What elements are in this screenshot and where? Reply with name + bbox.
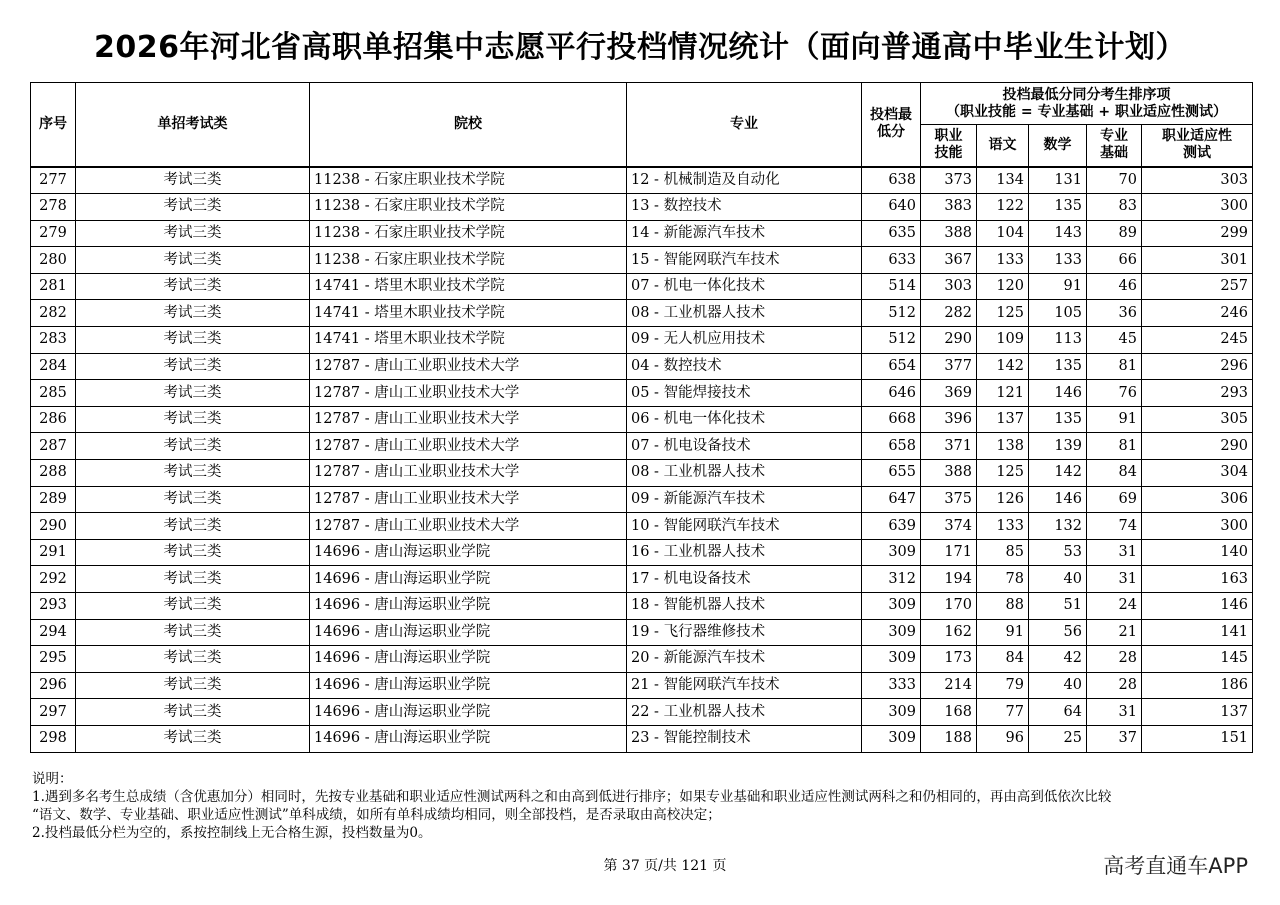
cell-major: 21 - 智能网联汽车技术 <box>627 672 862 699</box>
cell-school: 14696 - 唐山海运职业学院 <box>310 593 627 620</box>
cell-major: 07 - 机电一体化技术 <box>627 273 862 300</box>
cell-major: 07 - 机电设备技术 <box>627 433 862 460</box>
table-row <box>31 433 1253 460</box>
cell-basic: 89 <box>1087 220 1142 247</box>
notes-line-1: 1.遇到多名考生总成绩（含优惠加分）相同时，先按专业基础和职业适应性测试两科之和由高到低进行排序；如果专业基础和职业适应性测试两科之和仍相同的，再由高到低依次比较 <box>32 789 1112 805</box>
table-row <box>31 539 1253 566</box>
table-row <box>31 327 1253 354</box>
cell-math: 25 <box>1029 725 1087 752</box>
notes <box>32 770 1257 842</box>
cell-school: 14696 - 唐山海运职业学院 <box>310 672 627 699</box>
cell-school: 14696 - 唐山海运职业学院 <box>310 539 627 566</box>
cell-aptitude: 300 <box>1142 513 1253 540</box>
cell-min-score: 646 <box>862 380 921 407</box>
cell-basic: 69 <box>1087 486 1142 513</box>
cell-min-score: 312 <box>862 566 921 593</box>
table-row <box>31 725 1253 752</box>
cell-chinese: 125 <box>977 460 1029 487</box>
page-number: 第 37 页/共 121 页 <box>603 858 727 874</box>
page-title: 2026年河北省高职单招集中志愿平行投档情况统计（面向普通高中毕业生计划） <box>94 30 1186 65</box>
table-row <box>31 486 1253 513</box>
cell-math: 91 <box>1029 273 1087 300</box>
cell-exam-type: 考试三类 <box>76 406 310 433</box>
table-row <box>31 619 1253 646</box>
cell-aptitude: 186 <box>1142 672 1253 699</box>
cell-chinese: 126 <box>977 486 1029 513</box>
cell-math: 135 <box>1029 194 1087 221</box>
cell-seq: 292 <box>31 566 76 593</box>
cell-aptitude: 140 <box>1142 539 1253 566</box>
header-major: 专业 <box>627 83 862 167</box>
cell-school: 14696 - 唐山海运职业学院 <box>310 699 627 726</box>
cell-skill: 396 <box>921 406 977 433</box>
cell-exam-type: 考试三类 <box>76 672 310 699</box>
cell-skill: 173 <box>921 646 977 673</box>
cell-seq: 287 <box>31 433 76 460</box>
cell-major: 17 - 机电设备技术 <box>627 566 862 593</box>
cell-skill: 214 <box>921 672 977 699</box>
cell-chinese: 121 <box>977 380 1029 407</box>
cell-skill: 373 <box>921 167 977 194</box>
cell-skill: 374 <box>921 513 977 540</box>
cell-aptitude: 146 <box>1142 593 1253 620</box>
cell-school: 12787 - 唐山工业职业技术大学 <box>310 486 627 513</box>
cell-chinese: 120 <box>977 273 1029 300</box>
cell-chinese: 133 <box>977 513 1029 540</box>
cell-basic: 84 <box>1087 460 1142 487</box>
cell-skill: 170 <box>921 593 977 620</box>
cell-basic: 81 <box>1087 433 1142 460</box>
cell-skill: 383 <box>921 194 977 221</box>
cell-school: 14741 - 塔里木职业技术学院 <box>310 300 627 327</box>
cell-seq: 293 <box>31 593 76 620</box>
cell-aptitude: 163 <box>1142 566 1253 593</box>
table-row <box>31 672 1253 699</box>
cell-min-score: 512 <box>862 327 921 354</box>
cell-basic: 31 <box>1087 566 1142 593</box>
cell-exam-type: 考试三类 <box>76 593 310 620</box>
cell-min-score: 633 <box>862 247 921 274</box>
cell-basic: 74 <box>1087 513 1142 540</box>
cell-aptitude: 304 <box>1142 460 1253 487</box>
cell-chinese: 85 <box>977 539 1029 566</box>
cell-aptitude: 306 <box>1142 486 1253 513</box>
cell-math: 105 <box>1029 300 1087 327</box>
cell-math: 142 <box>1029 460 1087 487</box>
cell-seq: 298 <box>31 725 76 752</box>
cell-school: 12787 - 唐山工业职业技术大学 <box>310 513 627 540</box>
cell-seq: 284 <box>31 353 76 380</box>
header-rank-group-title: 投档最低分同分考生排序项 <box>1002 86 1171 103</box>
header-min-score: 投档最低分 <box>862 83 921 167</box>
cell-school: 14696 - 唐山海运职业学院 <box>310 725 627 752</box>
cell-chinese: 137 <box>977 406 1029 433</box>
cell-math: 56 <box>1029 619 1087 646</box>
cell-school: 12787 - 唐山工业职业技术大学 <box>310 460 627 487</box>
cell-chinese: 79 <box>977 672 1029 699</box>
cell-math: 64 <box>1029 699 1087 726</box>
cell-skill: 375 <box>921 486 977 513</box>
cell-basic: 81 <box>1087 353 1142 380</box>
cell-major: 20 - 新能源汽车技术 <box>627 646 862 673</box>
cell-math: 42 <box>1029 646 1087 673</box>
table-row <box>31 699 1253 726</box>
cell-min-score: 309 <box>862 539 921 566</box>
cell-exam-type: 考试三类 <box>76 725 310 752</box>
cell-exam-type: 考试三类 <box>76 353 310 380</box>
cell-major: 10 - 智能网联汽车技术 <box>627 513 862 540</box>
cell-basic: 37 <box>1087 725 1142 752</box>
cell-exam-type: 考试三类 <box>76 646 310 673</box>
notes-line-3: 2.投档最低分栏为空的，系按控制线上无合格生源，投档数量为0。 <box>32 825 432 841</box>
cell-seq: 294 <box>31 619 76 646</box>
cell-seq: 286 <box>31 406 76 433</box>
table-row <box>31 646 1253 673</box>
cell-seq: 291 <box>31 539 76 566</box>
cell-chinese: 84 <box>977 646 1029 673</box>
cell-exam-type: 考试三类 <box>76 194 310 221</box>
cell-major: 23 - 智能控制技术 <box>627 725 862 752</box>
table-row <box>31 513 1253 540</box>
cell-major: 12 - 机械制造及自动化 <box>627 167 862 194</box>
cell-exam-type: 考试三类 <box>76 247 310 274</box>
cell-exam-type: 考试三类 <box>76 566 310 593</box>
table-row <box>31 194 1253 221</box>
header-rank-group <box>921 83 1253 125</box>
cell-aptitude: 290 <box>1142 433 1253 460</box>
cell-school: 14741 - 塔里木职业技术学院 <box>310 273 627 300</box>
cell-seq: 278 <box>31 194 76 221</box>
cell-exam-type: 考试三类 <box>76 167 310 194</box>
cell-basic: 83 <box>1087 194 1142 221</box>
header-math: 数学 <box>1029 125 1087 167</box>
cell-exam-type: 考试三类 <box>76 327 310 354</box>
table-row <box>31 167 1253 194</box>
cell-aptitude: 246 <box>1142 300 1253 327</box>
cell-min-score: 309 <box>862 593 921 620</box>
cell-aptitude: 145 <box>1142 646 1253 673</box>
header-chinese: 语文 <box>977 125 1029 167</box>
cell-aptitude: 301 <box>1142 247 1253 274</box>
admission-table <box>30 82 1253 753</box>
cell-aptitude: 299 <box>1142 220 1253 247</box>
cell-exam-type: 考试三类 <box>76 380 310 407</box>
cell-major: 14 - 新能源汽车技术 <box>627 220 862 247</box>
cell-seq: 277 <box>31 167 76 194</box>
cell-school: 12787 - 唐山工业职业技术大学 <box>310 433 627 460</box>
cell-seq: 288 <box>31 460 76 487</box>
cell-math: 146 <box>1029 380 1087 407</box>
cell-math: 51 <box>1029 593 1087 620</box>
cell-school: 12787 - 唐山工业职业技术大学 <box>310 353 627 380</box>
cell-seq: 297 <box>31 699 76 726</box>
table-row <box>31 566 1253 593</box>
cell-seq: 295 <box>31 646 76 673</box>
header-seq: 序号 <box>31 83 76 167</box>
cell-aptitude: 245 <box>1142 327 1253 354</box>
cell-basic: 31 <box>1087 539 1142 566</box>
table-row <box>31 380 1253 407</box>
cell-math: 146 <box>1029 486 1087 513</box>
cell-basic: 36 <box>1087 300 1142 327</box>
cell-major: 19 - 飞行器维修技术 <box>627 619 862 646</box>
cell-math: 113 <box>1029 327 1087 354</box>
cell-exam-type: 考试三类 <box>76 220 310 247</box>
cell-major: 16 - 工业机器人技术 <box>627 539 862 566</box>
cell-exam-type: 考试三类 <box>76 433 310 460</box>
cell-school: 11238 - 石家庄职业技术学院 <box>310 194 627 221</box>
cell-basic: 70 <box>1087 167 1142 194</box>
cell-major: 05 - 智能焊接技术 <box>627 380 862 407</box>
cell-skill: 388 <box>921 460 977 487</box>
cell-school: 12787 - 唐山工业职业技术大学 <box>310 380 627 407</box>
notes-heading: 说明： <box>32 771 73 787</box>
cell-skill: 367 <box>921 247 977 274</box>
table-row <box>31 220 1253 247</box>
cell-school: 14741 - 塔里木职业技术学院 <box>310 327 627 354</box>
cell-aptitude: 151 <box>1142 725 1253 752</box>
cell-seq: 285 <box>31 380 76 407</box>
cell-exam-type: 考试三类 <box>76 273 310 300</box>
cell-seq: 283 <box>31 327 76 354</box>
table-row <box>31 353 1253 380</box>
cell-min-score: 668 <box>862 406 921 433</box>
cell-basic: 66 <box>1087 247 1142 274</box>
cell-chinese: 138 <box>977 433 1029 460</box>
cell-major: 06 - 机电一体化技术 <box>627 406 862 433</box>
cell-chinese: 133 <box>977 247 1029 274</box>
cell-chinese: 134 <box>977 167 1029 194</box>
cell-skill: 168 <box>921 699 977 726</box>
table-row <box>31 247 1253 274</box>
cell-major: 08 - 工业机器人技术 <box>627 460 862 487</box>
cell-chinese: 122 <box>977 194 1029 221</box>
table-row <box>31 406 1253 433</box>
cell-math: 143 <box>1029 220 1087 247</box>
cell-chinese: 91 <box>977 619 1029 646</box>
cell-seq: 280 <box>31 247 76 274</box>
cell-skill: 194 <box>921 566 977 593</box>
cell-min-score: 647 <box>862 486 921 513</box>
cell-aptitude: 305 <box>1142 406 1253 433</box>
cell-school: 11238 - 石家庄职业技术学院 <box>310 167 627 194</box>
cell-major: 09 - 新能源汽车技术 <box>627 486 862 513</box>
cell-seq: 289 <box>31 486 76 513</box>
cell-math: 40 <box>1029 566 1087 593</box>
cell-chinese: 96 <box>977 725 1029 752</box>
cell-seq: 296 <box>31 672 76 699</box>
cell-major: 18 - 智能机器人技术 <box>627 593 862 620</box>
cell-major: 04 - 数控技术 <box>627 353 862 380</box>
cell-basic: 46 <box>1087 273 1142 300</box>
cell-major: 22 - 工业机器人技术 <box>627 699 862 726</box>
cell-min-score: 333 <box>862 672 921 699</box>
cell-school: 14696 - 唐山海运职业学院 <box>310 619 627 646</box>
cell-min-score: 640 <box>862 194 921 221</box>
table-row <box>31 273 1253 300</box>
cell-chinese: 88 <box>977 593 1029 620</box>
cell-min-score: 639 <box>862 513 921 540</box>
cell-chinese: 142 <box>977 353 1029 380</box>
cell-aptitude: 257 <box>1142 273 1253 300</box>
cell-exam-type: 考试三类 <box>76 699 310 726</box>
cell-aptitude: 300 <box>1142 194 1253 221</box>
cell-aptitude: 137 <box>1142 699 1253 726</box>
cell-school: 14696 - 唐山海运职业学院 <box>310 646 627 673</box>
cell-min-score: 655 <box>862 460 921 487</box>
cell-school: 14696 - 唐山海运职业学院 <box>310 566 627 593</box>
cell-skill: 371 <box>921 433 977 460</box>
cell-exam-type: 考试三类 <box>76 619 310 646</box>
cell-math: 132 <box>1029 513 1087 540</box>
cell-aptitude: 296 <box>1142 353 1253 380</box>
cell-aptitude: 303 <box>1142 167 1253 194</box>
cell-min-score: 309 <box>862 725 921 752</box>
cell-seq: 290 <box>31 513 76 540</box>
cell-min-score: 514 <box>862 273 921 300</box>
cell-skill: 388 <box>921 220 977 247</box>
cell-school: 11238 - 石家庄职业技术学院 <box>310 247 627 274</box>
cell-basic: 91 <box>1087 406 1142 433</box>
table-row <box>31 593 1253 620</box>
cell-major: 09 - 无人机应用技术 <box>627 327 862 354</box>
cell-basic: 28 <box>1087 646 1142 673</box>
cell-chinese: 104 <box>977 220 1029 247</box>
cell-min-score: 654 <box>862 353 921 380</box>
cell-skill: 188 <box>921 725 977 752</box>
table-body <box>31 167 1253 753</box>
cell-min-score: 309 <box>862 646 921 673</box>
cell-math: 53 <box>1029 539 1087 566</box>
cell-min-score: 635 <box>862 220 921 247</box>
cell-math: 133 <box>1029 247 1087 274</box>
cell-math: 139 <box>1029 433 1087 460</box>
cell-basic: 21 <box>1087 619 1142 646</box>
cell-math: 135 <box>1029 353 1087 380</box>
cell-min-score: 309 <box>862 619 921 646</box>
cell-min-score: 638 <box>862 167 921 194</box>
cell-min-score: 512 <box>862 300 921 327</box>
cell-exam-type: 考试三类 <box>76 513 310 540</box>
cell-skill: 282 <box>921 300 977 327</box>
brand-watermark: 高考直通车APP <box>1103 854 1248 878</box>
cell-major: 08 - 工业机器人技术 <box>627 300 862 327</box>
cell-chinese: 125 <box>977 300 1029 327</box>
cell-chinese: 77 <box>977 699 1029 726</box>
cell-exam-type: 考试三类 <box>76 300 310 327</box>
cell-seq: 282 <box>31 300 76 327</box>
cell-seq: 281 <box>31 273 76 300</box>
cell-major: 15 - 智能网联汽车技术 <box>627 247 862 274</box>
cell-chinese: 109 <box>977 327 1029 354</box>
header-aptitude: 职业适应性测试 <box>1142 125 1253 167</box>
cell-aptitude: 293 <box>1142 380 1253 407</box>
header-school: 院校 <box>310 83 627 167</box>
cell-skill: 290 <box>921 327 977 354</box>
cell-school: 12787 - 唐山工业职业技术大学 <box>310 406 627 433</box>
cell-basic: 45 <box>1087 327 1142 354</box>
header-exam-type: 单招考试类 <box>76 83 310 167</box>
cell-basic: 31 <box>1087 699 1142 726</box>
cell-math: 40 <box>1029 672 1087 699</box>
table-row <box>31 460 1253 487</box>
cell-exam-type: 考试三类 <box>76 539 310 566</box>
header-rank-group-formula: （职业技能 = 专业基础 + 职业适应性测试） <box>946 103 1227 120</box>
cell-aptitude: 141 <box>1142 619 1253 646</box>
cell-skill: 303 <box>921 273 977 300</box>
cell-seq: 279 <box>31 220 76 247</box>
cell-major: 13 - 数控技术 <box>627 194 862 221</box>
cell-basic: 24 <box>1087 593 1142 620</box>
cell-math: 131 <box>1029 167 1087 194</box>
notes-line-2: “语文、数学、专业基础、职业适应性测试”单科成绩，如所有单科成绩均相同，则全部投档，是否录取由高校决定； <box>32 807 721 823</box>
cell-skill: 377 <box>921 353 977 380</box>
cell-skill: 171 <box>921 539 977 566</box>
header-basic: 专业基础 <box>1087 125 1142 167</box>
table-row <box>31 300 1253 327</box>
cell-chinese: 78 <box>977 566 1029 593</box>
cell-math: 135 <box>1029 406 1087 433</box>
header-skill: 职业技能 <box>921 125 977 167</box>
cell-skill: 369 <box>921 380 977 407</box>
cell-skill: 162 <box>921 619 977 646</box>
cell-basic: 28 <box>1087 672 1142 699</box>
cell-basic: 76 <box>1087 380 1142 407</box>
cell-exam-type: 考试三类 <box>76 486 310 513</box>
cell-min-score: 658 <box>862 433 921 460</box>
cell-school: 11238 - 石家庄职业技术学院 <box>310 220 627 247</box>
cell-min-score: 309 <box>862 699 921 726</box>
cell-exam-type: 考试三类 <box>76 460 310 487</box>
